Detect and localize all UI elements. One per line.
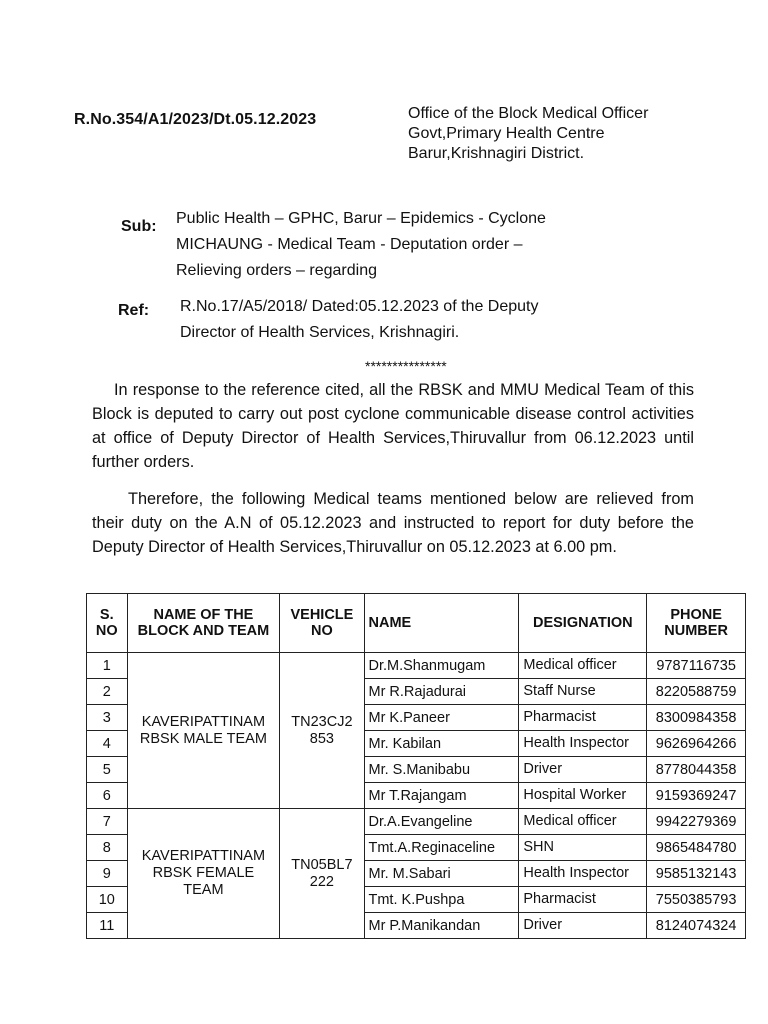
sno-cell: 9 xyxy=(87,861,128,887)
designation-cell: Medical officer xyxy=(519,809,647,835)
table-row xyxy=(87,809,746,835)
sno-cell: 8 xyxy=(87,835,128,861)
designation-cell: Health Inspector xyxy=(519,731,647,757)
phone-cell: 9942279369 xyxy=(647,809,746,835)
office-line: Barur,Krishnagiri District. xyxy=(408,145,585,162)
sno-cell: 10 xyxy=(87,887,128,913)
designation-cell: Driver xyxy=(519,913,647,939)
reference-line: Director of Health Services, Krishnagiri. xyxy=(180,324,460,341)
sno-cell: 6 xyxy=(87,783,128,809)
table-row xyxy=(87,653,746,679)
sno-cell: 11 xyxy=(87,913,128,939)
block-team-cell: KAVERIPATTINAM RBSK MALE TEAM xyxy=(127,653,280,809)
name-cell: Dr.M.Shanmugam xyxy=(364,653,519,679)
subject-line: Public Health – GPHC, Barur – Epidemics - Cyclone xyxy=(176,210,546,227)
designation-cell: Pharmacist xyxy=(519,887,647,913)
office-line: Govt,Primary Health Centre xyxy=(408,125,605,142)
header-sno: S. NO xyxy=(87,594,128,653)
phone-cell: 8220588759 xyxy=(647,679,746,705)
sno-cell: 3 xyxy=(87,705,128,731)
vehicle-cell: TN23CJ2 853 xyxy=(280,653,364,809)
vehicle-cell: TN05BL7 222 xyxy=(280,809,364,939)
medical-team-table xyxy=(86,593,746,939)
header-phone: PHONE NUMBER xyxy=(647,594,746,653)
paragraph-deputation: In response to the reference cited, all the RBSK and MMU Medical Team of this Block is deputed to carry out post cyclone communicable disease control activities at office of Deputy Director of Health Services,Thiruvallur from 06.12.2023 until further orders. xyxy=(92,381,694,471)
designation-cell: Driver xyxy=(519,757,647,783)
subject-label: Sub: xyxy=(121,218,157,235)
phone-cell: 7550385793 xyxy=(647,887,746,913)
subject-line: Relieving orders – regarding xyxy=(176,262,377,279)
name-cell: Tmt. K.Pushpa xyxy=(364,887,519,913)
phone-cell: 9585132143 xyxy=(647,861,746,887)
reference-label: Ref: xyxy=(118,302,150,319)
name-cell: Mr. S.Manibabu xyxy=(364,757,519,783)
designation-cell: Staff Nurse xyxy=(519,679,647,705)
phone-cell: 8300984358 xyxy=(647,705,746,731)
name-cell: Mr. M.Sabari xyxy=(364,861,519,887)
designation-cell: SHN xyxy=(519,835,647,861)
phone-cell: 9787116735 xyxy=(647,653,746,679)
office-address xyxy=(408,104,648,164)
sno-cell: 2 xyxy=(87,679,128,705)
phone-cell: 8124074324 xyxy=(647,913,746,939)
subject-line: MICHAUNG - Medical Team - Deputation order – xyxy=(176,236,523,253)
sno-cell: 4 xyxy=(87,731,128,757)
designation-cell: Medical officer xyxy=(519,653,647,679)
paragraph-relieving: Therefore, the following Medical teams mentioned below are relieved from their duty on the A.N of 05.12.2023 and instructed to report for duty before the Deputy Director of Health Services,Thiruvallur on 05.12.2023 at 6.00 pm. xyxy=(92,490,694,556)
phone-cell: 9865484780 xyxy=(647,835,746,861)
name-cell: Mr P.Manikandan xyxy=(364,913,519,939)
header-name: NAME xyxy=(364,594,519,653)
header-vehicle: VEHICLE NO xyxy=(280,594,364,653)
reference-text xyxy=(180,294,640,346)
office-line: Office of the Block Medical Officer xyxy=(408,105,649,122)
phone-cell: 8778044358 xyxy=(647,757,746,783)
reference-line: R.No.17/A5/2018/ Dated:05.12.2023 of the Deputy xyxy=(180,298,539,315)
designation-cell: Pharmacist xyxy=(519,705,647,731)
table-header-row xyxy=(87,594,746,653)
subject-text xyxy=(176,206,646,284)
name-cell: Dr.A.Evangeline xyxy=(364,809,519,835)
name-cell: Tmt.A.Reginaceline xyxy=(364,835,519,861)
separator-stars: *************** xyxy=(365,358,447,374)
name-cell: Mr T.Rajangam xyxy=(364,783,519,809)
phone-cell: 9626964266 xyxy=(647,731,746,757)
designation-cell: Health Inspector xyxy=(519,861,647,887)
sno-cell: 5 xyxy=(87,757,128,783)
header-designation: DESIGNATION xyxy=(519,594,647,653)
name-cell: Mr. Kabilan xyxy=(364,731,519,757)
block-team-cell: KAVERIPATTINAM RBSK FEMALE TEAM xyxy=(127,809,280,939)
designation-cell: Hospital Worker xyxy=(519,783,647,809)
phone-cell: 9159369247 xyxy=(647,783,746,809)
name-cell: Mr K.Paneer xyxy=(364,705,519,731)
header-block: NAME OF THE BLOCK AND TEAM xyxy=(127,594,280,653)
reference-number: R.No.354/A1/2023/Dt.05.12.2023 xyxy=(74,111,317,128)
name-cell: Mr R.Rajadurai xyxy=(364,679,519,705)
sno-cell: 1 xyxy=(87,653,128,679)
sno-cell: 7 xyxy=(87,809,128,835)
